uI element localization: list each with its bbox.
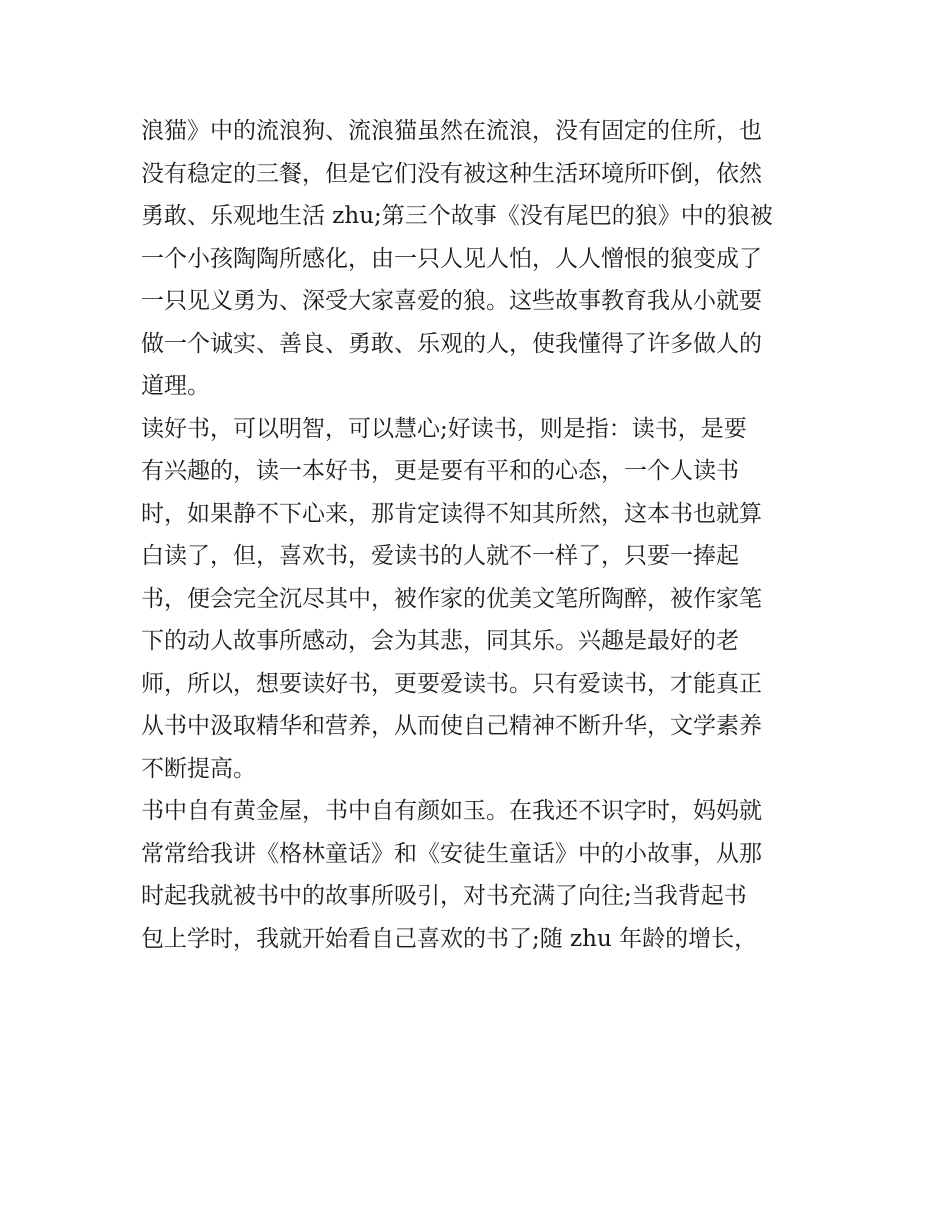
body-text — [141, 110, 821, 960]
text-line: 不断提高。 — [141, 755, 256, 782]
text-line: 没有稳定的三餐，但是它们没有被这种生活环境所吓倒，依然 — [141, 160, 762, 187]
text-line: 包上学时，我就开始看自己喜欢的书了;随 zhu 年龄的增长， — [141, 925, 758, 952]
text-line: 一只见义勇为、深受大家喜爱的狼。这些故事教育我从小就要 — [141, 288, 762, 314]
paragraph-1 — [141, 110, 821, 408]
text-line: 一个小孩陶陶所感化，由一只人见人怕，人人憎恨的狼变成了 — [141, 245, 762, 272]
text-line: 有兴趣的，读一本好书，更是要有平和的心态，一个人读书 — [141, 458, 739, 484]
paragraph-2 — [141, 408, 821, 791]
text-line: 做一个诚实、善良、勇敢、乐观的人，使我懂得了许多做人的 — [141, 330, 762, 357]
text-line: 书，便会完全沉尽其中，被作家的优美文笔所陶醉，被作家笔 — [141, 585, 762, 612]
text-line: 师，所以，想要读好书，更要爱读书。只有爱读书，才能真正 — [141, 670, 762, 697]
text-line: 时，如果静不下心来，那肯定读得不知其所然，这本书也就算 — [141, 500, 762, 527]
text-line: 白读了，但，喜欢书，爱读书的人就不一样了，只要一捧起 — [141, 543, 739, 569]
text-line: 勇敢、乐观地生活 zhu;第三个故事《没有尾巴的狼》中的狼被 — [141, 203, 773, 229]
text-line: 从书中汲取精华和营养，从而使自己精神不断升华，文学素养 — [141, 713, 762, 739]
text-line: 道理。 — [141, 373, 210, 399]
text-line: 书中自有黄金屋，书中自有颜如玉。在我还不识字时，妈妈就 — [141, 798, 762, 824]
text-line: 下的动人故事所感动，会为其悲，同其乐。兴趣是最好的老 — [141, 628, 739, 654]
paragraph-3 — [141, 790, 821, 960]
text-line: 浪猫》中的流浪狗、流浪猫虽然在流浪，没有固定的住所，也 — [141, 118, 762, 144]
text-line: 读好书，可以明智，可以慧心;好读书，则是指：读书，是要 — [141, 415, 747, 442]
text-line: 常常给我讲《格林童话》和《安徒生童话》中的小故事，从那 — [141, 840, 762, 867]
text-line: 时起我就被书中的故事所吸引，对书充满了向往;当我背起书 — [141, 883, 747, 909]
